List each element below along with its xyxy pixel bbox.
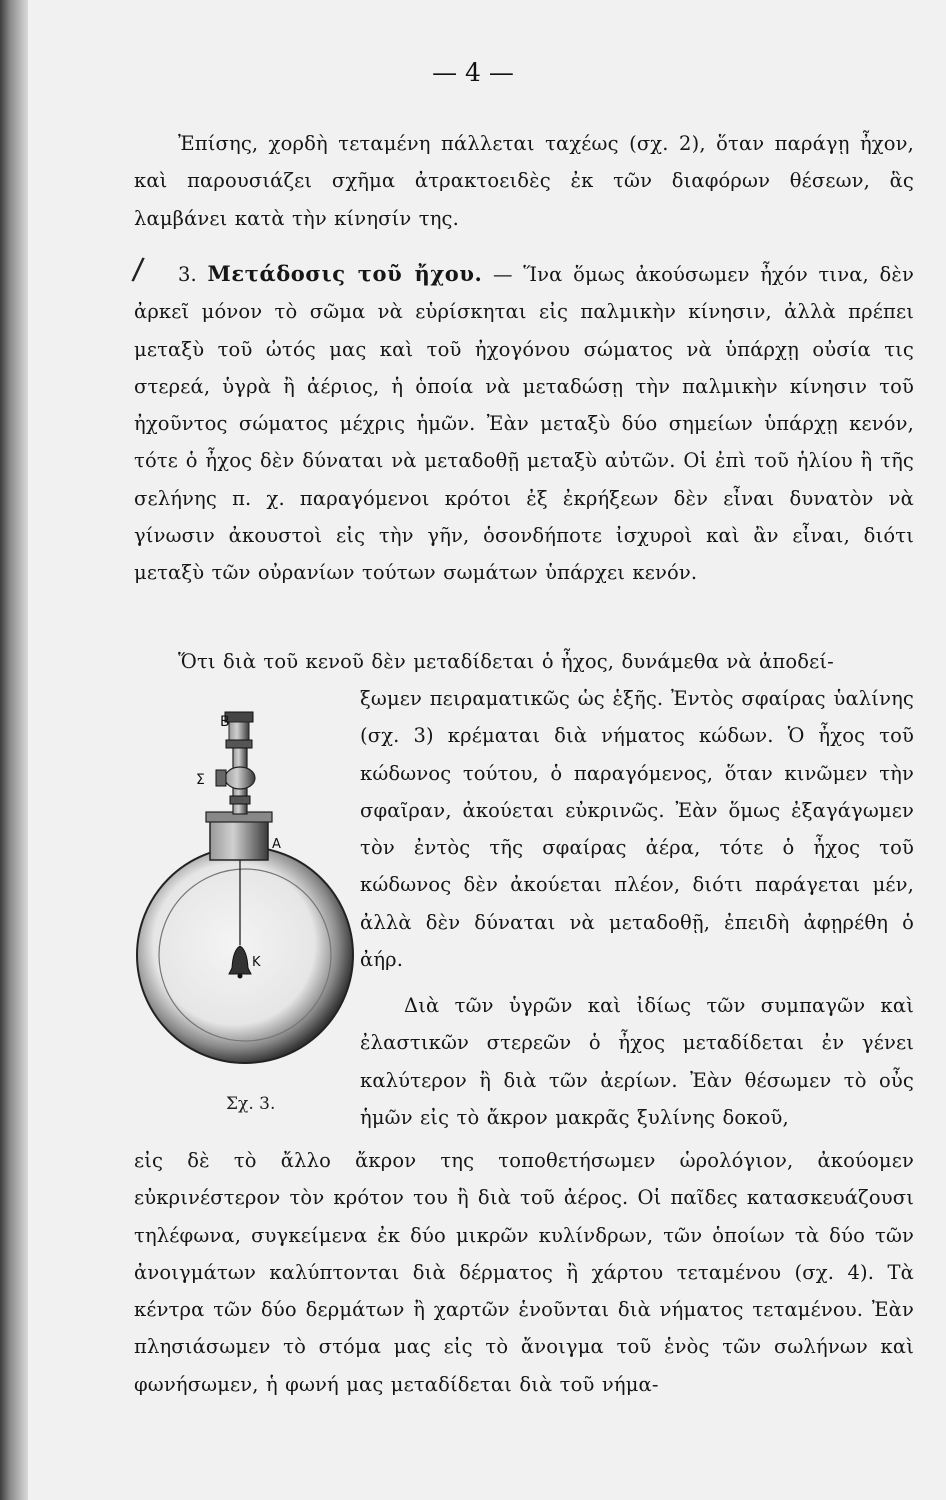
section-number: 3.	[178, 263, 197, 286]
valve-body	[225, 767, 255, 789]
valve-handle	[216, 770, 226, 786]
label-a: A	[272, 837, 281, 852]
paragraph-vacuum-line1: Ὅτι διὰ τοῦ κενοῦ δὲν μεταδίδεται ὁ ἦχος, δυνάμεθα νὰ ἀποδεί-	[178, 650, 834, 673]
bell-jar-illustration	[130, 700, 360, 1100]
paragraph-solids-side: Διὰ τῶν ὑγρῶν καὶ ἰδίως τῶν συμπαγῶν καὶ ἐλαστικῶν στερεῶν ὁ ἦχος μεταδίδεται ἐν γένει καλύτερον ἢ διὰ τῶν ἀερίων. Ἐὰν θέσωμεν τὸ οὖς ἡμῶν εἰς τὸ ἄκρον μακρᾶς ξυλίνης δοκοῦ,	[360, 994, 914, 1129]
paragraph-solids-full: εἰς δὲ τὸ ἄλλο ἄκρον της τοποθετήσωμεν ὡρολόγιον, ἀκούομεν εὐκρινέστερον τὸν κρότον του ἢ διὰ τοῦ ἀέρος. Οἱ παῖδες κατασκευάζουσι τηλέφωνα, συγκείμενα ἐκ δύο μικρῶν κυλίνδρων, τῶν ὁποίων τὰ δύο τῶν ἀνοιγμάτων καλύπτονται διὰ δέρματος ἢ χάρτου τεταμένου (σχ. 4). Τὰ κέντρα τῶν δύο δερμάτων ἢ χαρτῶν ἑνοῦνται διὰ νήματος τεταμένου. Ἐὰν πλησιάσωμεν τὸ στόμα μας εἰς τὸ ἄνοιγμα τοῦ ἑνὸς τῶν σωλήνων καὶ φωνήσωμεν, ἡ φωνή μας μεταδίδεται διὰ τοῦ νήμα-	[134, 1149, 914, 1396]
paragraph-sound-transmission	[134, 255, 914, 592]
section-text: — Ἵνα ὅμως ἀκούσωμεν ἦχόν τινα, δὲν ἀρκεῖ μόνον τὸ σῶμα νὰ εὑρίσκηται εἰς παλμικὴν κίνησιν, ἀλλὰ πρέπει μεταξὺ τοῦ ὠτός μας καὶ τοῦ ἠχογόνου σώματος νὰ ὑπάρχῃ οὐσία τις στερεά, ὑγρὰ ἢ ἀέριος, ἡ ὁποία νὰ μεταδώσῃ τὴν παλμικὴν κίνησιν τοῦ ἠχοῦντος σώματος μέχρις ἡμῶν. Ἐὰν μεταξὺ δύο σημείων ὑπάρχῃ κενόν, τότε ὁ ἦχος δὲν δύναται νὰ μεταδοθῇ μεταξὺ αὐτῶν. Οἱ ἐπὶ τοῦ ἡλίου ἢ τῆς σελήνης π. χ. παραγόμενοι κρότοι ἐξ ἐκρήξεων δὲν εἶναι δυνατὸν νὰ γίνωσιν ἀκουστοὶ εἰς τὴν γῆν, ὁσονδήποτε ἰσχυροὶ καὶ ἂν εἶναι, διότι μεταξὺ τῶν οὐρανίων τούτων σωμάτων ὑπάρχει κενόν.	[134, 263, 914, 585]
margin-pencil-mark: /	[130, 251, 146, 288]
page-number: — 4 —	[432, 58, 514, 87]
figure-caption: Σχ. 3.	[226, 1094, 276, 1114]
sphere-neck	[210, 818, 268, 860]
label-b: B	[220, 714, 230, 730]
label-sigma: Σ	[196, 772, 205, 788]
paragraph-vibrating-string: Ἐπίσης, χορδὴ τεταμένη πάλλεται ταχέως (σχ. 2), ὅταν παράγῃ ἦχον, καὶ παρουσιάζει σχῆμα ἀτρακτοειδὲς ἐκ τῶν διαφόρων θέσεων, ἃς λαμβάνει κατὰ τὴν κίνησίν της.	[134, 132, 914, 230]
figure-bell-in-sphere	[130, 700, 360, 1100]
paragraph-vacuum-experiment: ξωμεν πειραματικῶς ὡς ἑξῆς. Ἐντὸς σφαίρας ὑαλίνης (σχ. 3) κρέμαται διὰ νήματος κώδων. Ὁ ἦχος τοῦ κώδωνος τούτου, ὁ παραγόμενος, ὅταν κινῶμεν τὴν σφαῖραν, ἀκούεται εὐκρινῶς. Ἐὰν ὅμως ἐξαγάγωμεν τὸν ἐντὸς τῆς σφαίρας ἀέρα, τότε ὁ ἦχος τοῦ κώδωνος δὲν ἀκούεται πλέον, διότι παράγεται μέν, ἀλλὰ δὲν δύναται νὰ μεταδοθῇ, ἐπειδὴ ἀφῃρέθη ὁ ἀήρ.	[360, 687, 914, 972]
section-heading: Μετάδοσις τοῦ ἤχου.	[207, 261, 483, 286]
label-k: K	[252, 955, 261, 970]
